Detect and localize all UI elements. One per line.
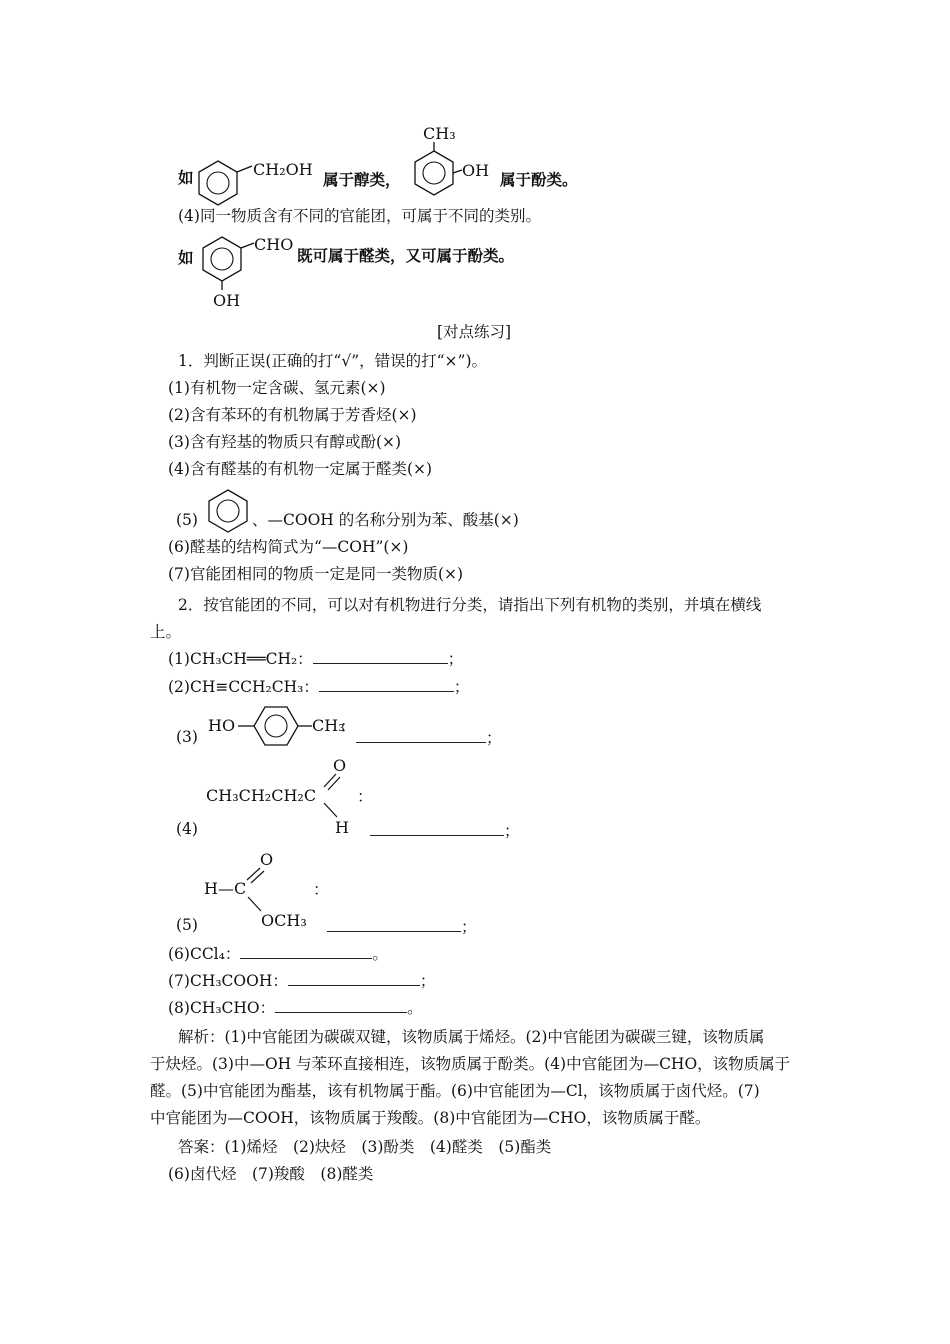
p-cresol-ho: HO bbox=[208, 716, 236, 735]
alcohol-class-text: 属于醇类， bbox=[323, 171, 401, 189]
formate-colon: ： bbox=[313, 880, 330, 899]
formate-o: O bbox=[260, 850, 274, 869]
both-class-text: 既可属于醛类，又可属于酚类。 bbox=[297, 247, 515, 265]
formate-och3: OCH₃ bbox=[261, 911, 307, 930]
q1-item-4: (4)含有醛基的有机物一定属于醛类(×) bbox=[168, 460, 433, 478]
p-cresol-colon: ： bbox=[340, 717, 357, 736]
cho-group: CHO bbox=[254, 235, 294, 254]
answer-blank[interactable] bbox=[240, 944, 372, 959]
butanal-chain: CH₃CH₂CH₂C bbox=[206, 786, 317, 805]
q2-item-6: (6)CCl₄： 。 bbox=[168, 945, 388, 963]
butanal-h: H bbox=[335, 818, 349, 837]
analysis-line-3: 醛。(5)中官能团为酯基，该有机物属于酯。(6)中官能团为—Cl，该物质属于卤代烃。(7) bbox=[150, 1082, 760, 1100]
answer-blank[interactable] bbox=[275, 998, 407, 1013]
answer-line-1: 答案：(1)烯烃 (2)炔烃 (3)酚类 (4)醛类 (5)酯类 bbox=[178, 1138, 552, 1156]
formate-hc: H—C bbox=[204, 879, 247, 898]
analysis-line-4: 中官能团为—COOH，该物质属于羧酸。(8)中官能团为—CHO，该物质属于醛。 bbox=[150, 1109, 711, 1127]
q2-item-1: (1)CH₃CH══CH₂： ； bbox=[168, 650, 464, 668]
q1-item-3: (3)含有羟基的物质只有醇或酚(×) bbox=[168, 433, 402, 451]
q2-item-4-num: (4) bbox=[176, 820, 198, 838]
point-4: (4)同一物质含有不同的官能团，可属于不同的类别。 bbox=[178, 207, 541, 225]
q2-item-3-num: (3) bbox=[176, 728, 198, 746]
q1-item-5-text: 、—COOH 的名称分别为苯、酸基(×) bbox=[252, 511, 519, 529]
analysis-line-2: 于炔烃。(3)中—OH 与苯环直接相连，该物质属于酚类。(4)中官能团为—CHO，该物质属于 bbox=[150, 1055, 791, 1073]
p-cresol-ch3: CH₃ bbox=[312, 716, 345, 735]
q1-item-7: (7)官能团相同的物质一定是同一类物质(×) bbox=[168, 565, 464, 583]
butanal-o: O bbox=[333, 756, 347, 775]
phenol-class-text: 属于酚类。 bbox=[500, 171, 578, 189]
cresol-oh: OH bbox=[462, 161, 490, 180]
q1-stem: 1．判断正误(正确的打“√”，错误的打“×”)。 bbox=[178, 352, 488, 370]
q2-stem-line-2: 上。 bbox=[150, 623, 182, 641]
q1-item-6: (6)醛基的结构简式为“—COH”(×) bbox=[168, 538, 409, 556]
q2-item-5-blank: ； bbox=[327, 917, 477, 937]
ru-label: 如 bbox=[178, 169, 194, 187]
butanal-colon: ： bbox=[357, 787, 374, 806]
oh-group: OH bbox=[213, 291, 241, 310]
answer-blank[interactable] bbox=[288, 971, 420, 986]
q2-item-8: (8)CH₃CHO： 。 bbox=[168, 999, 423, 1017]
q1-item-1: (1)有机物一定含碳、氢元素(×) bbox=[168, 379, 386, 397]
ru-label-2: 如 bbox=[178, 249, 194, 267]
q2-item-3-blank: ； bbox=[356, 728, 502, 748]
q2-stem-line-1: 2．按官能团的不同，可以对有机物进行分类，请指出下列有机物的类别，并填在横线 bbox=[178, 596, 762, 614]
analysis-line-1: 解析：(1)中官能团为碳碳双键，该物质属于烯烃。(2)中官能团为碳碳三键，该物质属 bbox=[178, 1028, 765, 1046]
q2-item-7: (7)CH₃COOH： ； bbox=[168, 972, 436, 990]
answer-line-2: (6)卤代烃 (7)羧酸 (8)醛类 bbox=[168, 1165, 374, 1183]
section-title: [对点练习] bbox=[437, 323, 512, 341]
q2-item-4-blank: ； bbox=[370, 821, 520, 841]
q1-item-2: (2)含有苯环的有机物属于芳香烃(×) bbox=[168, 406, 417, 424]
q1-item-5-num: (5) bbox=[176, 511, 198, 529]
answer-blank[interactable] bbox=[327, 917, 461, 932]
q2-item-5-num: (5) bbox=[176, 916, 198, 934]
q2-item-2: (2)CH≡CCH₂CH₃： ； bbox=[168, 678, 470, 696]
cresol-methyl: CH₃ bbox=[423, 124, 456, 143]
benzyl-substituent: CH₂OH bbox=[253, 160, 313, 179]
